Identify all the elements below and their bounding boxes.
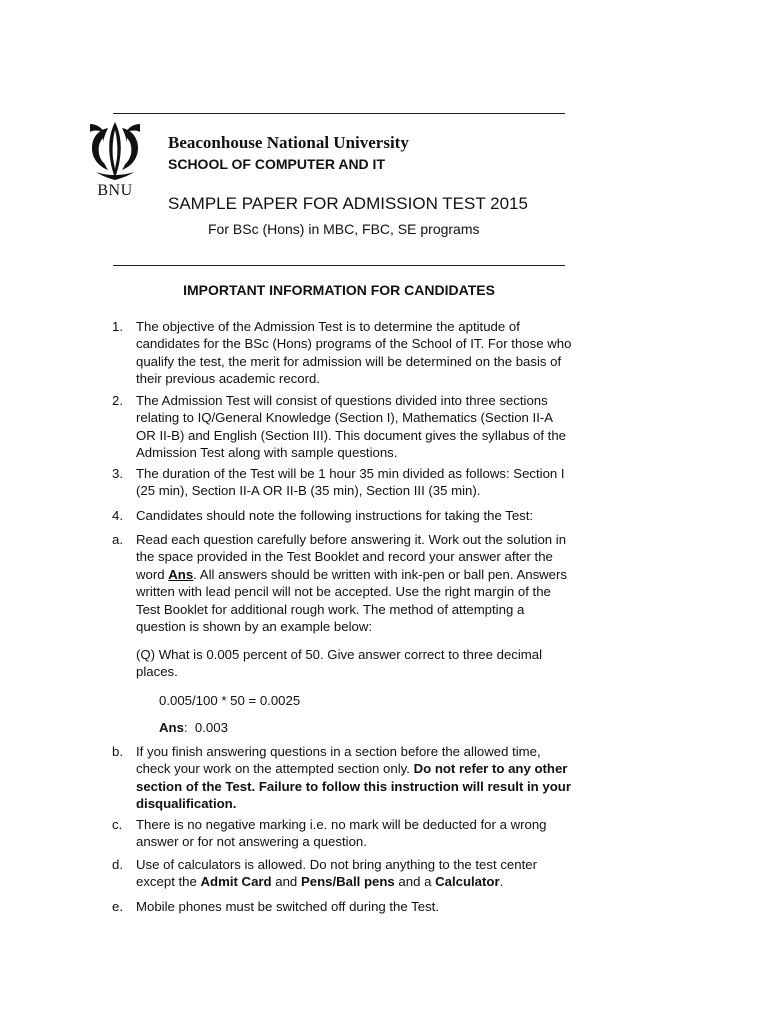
list-item — [112, 507, 572, 524]
list-item — [112, 898, 572, 915]
item-marker: 1. — [112, 319, 123, 334]
item-text: There is no negative marking i.e. no mark will be deducted for a wrong answer or for not answering a question. — [136, 817, 547, 850]
list-item — [112, 318, 572, 388]
example-answer: Ans: 0.003 — [159, 720, 228, 735]
item-text: Mobile phones must be switched off during the Test. — [136, 899, 440, 914]
ans-keyword: Ans — [168, 566, 194, 582]
info-heading: IMPORTANT INFORMATION FOR CANDIDATES — [183, 282, 495, 298]
item-marker: c. — [112, 817, 123, 832]
list-item — [112, 856, 572, 891]
university-name: Beaconhouse National University — [168, 133, 409, 152]
item-marker: b. — [112, 744, 123, 759]
list-item — [112, 392, 572, 462]
item-text: The objective of the Admission Test is to determine the aptitude of candidates for the BSc (Hons) programs of the School of IT. For those who qualify the test, the merit for admission will be determined on the basis of their previous academic record. — [136, 319, 572, 387]
header-divider — [113, 265, 565, 266]
example-working: 0.005/100 * 50 = 0.0025 — [159, 693, 301, 708]
top-rule — [113, 113, 565, 114]
list-item — [112, 531, 572, 635]
item-marker: 3. — [112, 466, 123, 481]
list-item — [112, 465, 572, 500]
logo-text: BNU — [97, 182, 133, 199]
bnu-logo — [86, 118, 144, 203]
list-item — [112, 743, 572, 813]
ans-value: 0.003 — [194, 720, 228, 735]
item-text: The duration of the Test will be 1 hour 35 min divided as follows: Section I (25 min), Section II-A OR II-B (35 min), Section III (35 min). — [136, 466, 565, 499]
item-text: Use of calculators is allowed. Do not bring anything to the test center except the Admit Card and Pens/Ball pens and a Calculator. — [136, 857, 537, 890]
item-marker: a. — [112, 532, 123, 547]
item-text: If you finish answering questions in a section before the allowed time, check your work on the attempted section only. Do not refer to any other section of the Test. Failure to follow this instruction will result in your disqualification. — [136, 744, 571, 812]
item-marker: 4. — [112, 508, 123, 523]
school-name: SCHOOL OF COMPUTER AND IT — [168, 156, 385, 172]
list-item — [112, 816, 572, 851]
item-marker: 2. — [112, 393, 123, 408]
ans-label: Ans — [159, 720, 184, 735]
item-marker: e. — [112, 899, 123, 914]
example-question: (Q) What is 0.005 percent of 50. Give answer correct to three decimal places. — [136, 647, 543, 680]
item-text: The Admission Test will consist of questions divided into three sections relating to IQ/General Knowledge (Section I), Mathematics (Section II-A OR II-B) and English (Section III). This document gives the syllabus of the Admission Test along with sample questions. — [136, 393, 567, 461]
item-text: Read each question carefully before answering it. Work out the solution in the space provided in the Test Booklet and record your answer after the word Ans. All answers should be written with ink-pen or ball pen. Answers written with lead pencil will not be accepted. Use the right margin of the Test Booklet for additional rough work. The method of attempting a question is shown by an example below: — [136, 532, 568, 635]
logo-emblem-icon — [86, 118, 144, 182]
paper-subtitle: For BSc (Hons) in MBC, FBC, SE programs — [208, 221, 480, 237]
paper-title: SAMPLE PAPER FOR ADMISSION TEST 2015 — [168, 194, 528, 213]
item-marker: d. — [112, 857, 123, 872]
item-text: Candidates should note the following instructions for taking the Test: — [136, 508, 534, 523]
